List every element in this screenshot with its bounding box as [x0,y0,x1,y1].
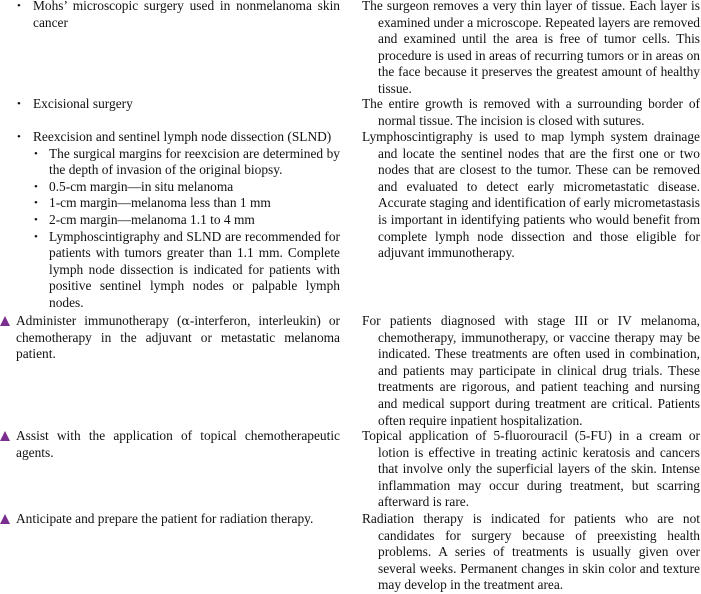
sub-bullet-item: • 1-cm margin—melanoma less than 1 mm [34,195,271,211]
rationale-text: The surgeon removes a very thin layer of tissue. Each layer is examined under a microscope. Repeated layers are removed and examined until the area is free of tumor cells. This procedure is used in areas of recurring tumors or in areas on the face because it preserves the greatest amount of healthy tissue. [362,0,700,96]
sub-bullet-item: • 0.5-cm margin—in situ melanoma [34,178,234,194]
triangle-icon [0,316,10,326]
bullet-icon: • [34,213,38,226]
nursing-action-item: Assist with the application of topical chemotherapeutic agents. [0,428,340,461]
triangle-icon [0,431,10,441]
sub-bullet-item: • Lymphoscintigraphy and SLND are recommended for patients with tumors greater than 1.1 mm. Complete lymph node dissection is indicated for patients with positive sentinel lymph nodes or palpable lymph nodes. [34,228,340,310]
sub-bullet-item: • 2-cm margin—melanoma 1.1 to 4 mm [34,211,255,227]
sub-bullet-item: • The surgical margins for reexcision are determined by the depth of invasion of the original biopsy. [34,145,340,178]
bullet-item [0,0,340,31]
bullet-icon: • [34,197,38,210]
triangle-icon [0,514,10,524]
rationale-text: For patients diagnosed with stage III or IV melanoma, chemotherapy, immunotherapy, or vaccine therapy may be indicated. These treatments are often used in combination, and patients may participate in clinical drug trials. These treatments are rigorous, and patient teaching and nursing and medical support during treatment are critical. Patients often require inpatient hospitalization. [362,313,700,428]
nursing-action-item: Anticipate and prepare the patient for radiation therapy. [0,511,340,528]
bullet-item [0,129,340,146]
intervention-text: Mohs’ microscopic surgery used in nonmelanoma skin cancer [33,0,340,30]
intervention-text: Reexcision and sentinel lymph node dissection (SLND) [33,129,332,144]
bullet-icon: • [34,230,38,243]
bullet-icon: • [17,131,21,143]
rationale-text: The entire growth is removed with a surrounding border of normal tissue. The incision is closed with sutures. [362,96,700,128]
rationale-text: Radiation therapy is indicated for patients who are not candidates for surgery because of preexisting health problems. A series of treatments is usually given over several weeks. Permanent changes in skin color and texture may develop in the treatment area. [362,511,700,593]
bullet-icon: • [17,98,21,110]
bullet-icon: • [17,0,21,12]
nursing-action-item: Administer immunotherapy (α-interferon, interleukin) or chemotherapy in the adjuvant or metastatic melanoma patient. [0,313,340,363]
bullet-icon: • [34,180,38,193]
intervention-text: Excisional surgery [33,96,133,111]
bullet-icon: • [34,147,38,160]
rationale-text: Lymphoscintigraphy is used to map lymph system drainage and locate the sentinel nodes that are the first one or two nodes that are closest to the tumor. These can be removed and evaluated to detect early micrometastatic disease. Accurate staging and identification of early micrometastasis is important in identifying patients who would benefit from complete lymph node dissection and those eligible for adjuvant immunotherapy. [362,129,701,261]
rationale-text: Topical application of 5-fluorouracil (5-FU) in a cream or lotion is effective in treating actinic keratosis and cancers that involve only the superficial layers of the skin. Intense inflammation may occur during treatment, but scarring afterward is rare. [362,428,700,510]
bullet-item [0,96,340,113]
